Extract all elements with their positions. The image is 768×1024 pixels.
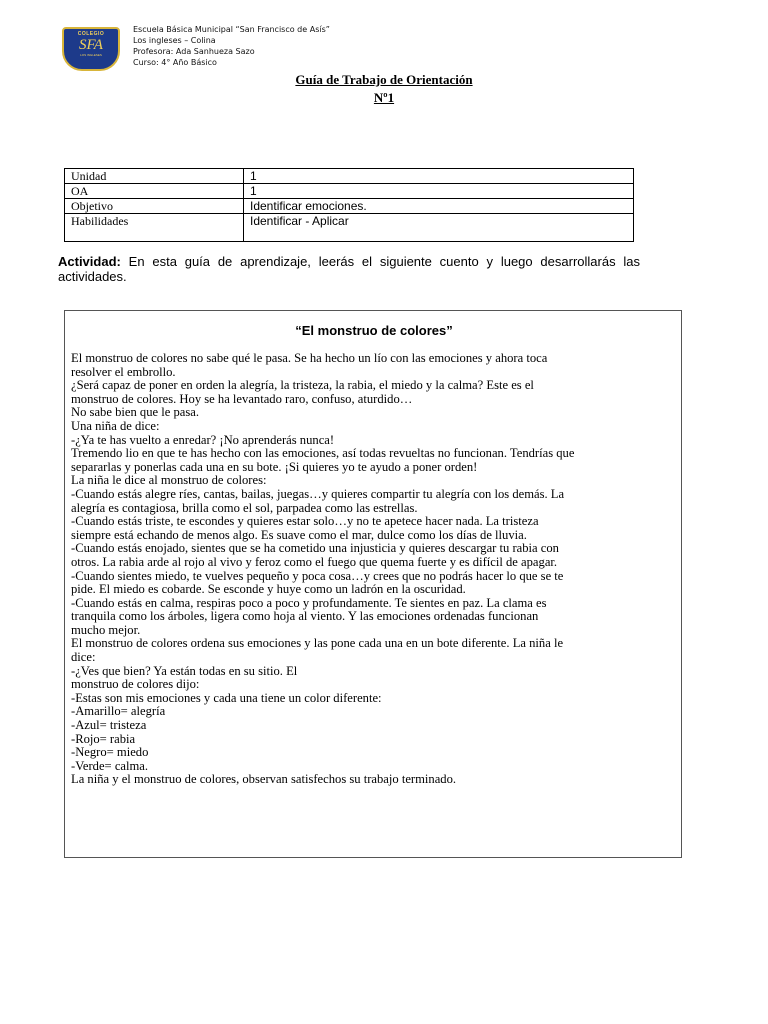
row-label: OA [65, 184, 244, 199]
guide-number: Nº1 [373, 90, 395, 105]
course-name: Curso: 4° Año Básico [133, 58, 217, 67]
story-line: alegría es contagiosa, brilla como el sol, parpadea como las estrellas. [71, 500, 418, 515]
story-line: ¿Será capaz de poner en orden la alegría, la tristeza, la rabia, el miedo y la calma? Este es el [71, 378, 534, 393]
story-line: -Rojo= rabia [71, 731, 136, 746]
story-line: monstruo de colores. Hoy se ha levantado raro, confuso, aturdido… [71, 391, 413, 406]
table-row [65, 199, 634, 214]
story-line: La niña y el monstruo de colores, observan satisfechos su trabajo terminado. [71, 772, 457, 787]
story-line: monstruo de colores dijo: [71, 677, 200, 692]
row-label: Unidad [65, 169, 244, 184]
row-value: 1 [244, 184, 634, 199]
story-line: La niña le dice al monstruo de colores: [71, 473, 267, 488]
table-row [65, 169, 634, 184]
story-title: “El monstruo de colores” [295, 323, 453, 338]
story-line: El monstruo de colores no sabe qué le pasa. Se ha hecho un lío con las emociones y ahora toca [71, 351, 548, 365]
story-line: -Cuando estás alegre ríes, cantas, bailas, juegas…y quieres compartir tu alegría con los demás. La [71, 486, 565, 501]
table-row [65, 214, 634, 242]
story-line: El monstruo de colores ordena sus emociones y las pone cada una en un bote diferente. La niña le [71, 636, 564, 651]
story-line: resolver el embrollo. [71, 364, 176, 379]
story-text [71, 352, 681, 787]
logo-subtitle: LOS INGLESES [80, 53, 102, 57]
story-line: -Estas son mis emociones y cada una tiene un color diferente: [71, 690, 382, 705]
story-line: siempre está echando de menos algo. Es suave como el mar, dulce como los días de lluvia. [71, 527, 527, 542]
story-line: Una niña de dice: [71, 418, 160, 433]
school-name: Escuela Básica Municipal “San Francisco de Asís” [133, 25, 330, 34]
activity-label: Actividad: [58, 254, 121, 269]
activity-instructions [58, 254, 640, 284]
activity-text: En esta guía de aprendizaje, leerás el siguiente cuento y luego desarrollarás las actividades. [58, 254, 640, 284]
row-label: Habilidades [65, 214, 244, 242]
story-line: pide. El miedo es cobarde. Se esconde y huye como un ladrón en la oscuridad. [71, 582, 466, 597]
story-line: No sabe bien que le pasa. [71, 405, 199, 420]
row-label: Objetivo [65, 199, 244, 214]
story-line: separarlas y ponerlas cada una en su bote. ¡Si quieres yo te ayudo a poner orden! [71, 459, 478, 474]
story-line: -Verde= calma. [71, 758, 149, 773]
logo-banner: COLEGIO [77, 31, 105, 37]
story-line: -Amarillo= alegría [71, 704, 166, 719]
teacher-name: Profesora: Ada Sanhueza Sazo [133, 47, 255, 56]
school-location: Los ingleses – Colina [133, 36, 216, 45]
row-value: 1 [244, 169, 634, 184]
story-line: otros. La rabia arde al rojo al vivo y feroz como el fuego que quema fuerte y es difícil de apagar. [71, 554, 558, 569]
school-info [133, 24, 330, 68]
table-row [65, 184, 634, 199]
story-line: -Cuando sientes miedo, te vuelves pequeño y poca cosa…y crees que no podrás hacer lo que se te [71, 568, 564, 583]
story-line: -Cuando estás triste, te escondes y quieres estar solo…y no te apetece hacer nada. La tristeza [71, 514, 539, 529]
school-logo [62, 27, 120, 71]
row-value: Identificar - Aplicar [244, 214, 634, 242]
story-line: -¿Ves que bien? Ya están todas en su sitio. El [71, 663, 298, 678]
story-line: -Cuando estás en calma, respiras poco a poco y profundamente. Te sientes en paz. La clama es [71, 595, 547, 610]
story-line: tranquila como los árboles, ligera como hoja al viento. Y las emociones ordenadas funcionan [71, 609, 539, 624]
logo-monogram: SFA [79, 37, 103, 53]
story-line: -¿Ya te has vuelto a enredar? ¡No aprenderás nunca! [71, 432, 335, 447]
story-line: -Azul= tristeza [71, 718, 147, 733]
story-line: Tremendo lio en que te has hecho con las emociones, así todas revueltas no funcionan. Tendrías que [71, 446, 575, 461]
story-box [64, 310, 682, 858]
story-line: -Negro= miedo [71, 745, 149, 760]
story-line: dice: [71, 650, 96, 665]
info-table [64, 168, 634, 242]
story-line: mucho mejor. [71, 622, 141, 637]
story-line: -Cuando estás enojado, sientes que se ha cometido una injusticia y quieres descargar tu rabia con [71, 541, 559, 556]
row-value: Identificar emociones. [244, 199, 634, 214]
page-title: Guía de Trabajo de Orientación [295, 72, 473, 87]
